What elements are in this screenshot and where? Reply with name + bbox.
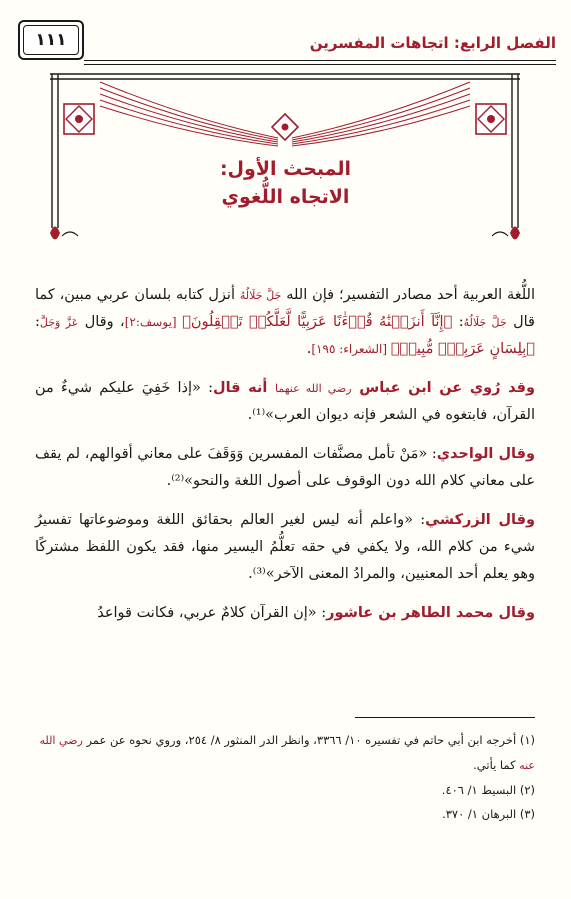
right-tile-icon — [476, 104, 506, 134]
honorific: جَلَّ جَلَالُهُ — [239, 289, 282, 302]
section-title-line1: المبحث الأول: — [219, 158, 352, 180]
paragraph-2 — [35, 375, 535, 429]
text-run: أنزل كتابه بلسان عربي مبين، كما قال — [35, 287, 535, 330]
verse-reference: [الشعراء: ١٩٥] — [311, 342, 391, 356]
paragraph-4 — [35, 507, 535, 588]
honorific: جَلَّ جَلَالُهُ — [463, 316, 507, 329]
speaker-name: وقال الواحدي — [436, 446, 535, 462]
text-run: : — [452, 314, 464, 330]
chapter-title: الفصل الرابع: اتجاهات المفسرين — [309, 34, 556, 52]
text-run: : — [35, 314, 40, 330]
paragraph-1 — [35, 282, 535, 363]
quran-verse: ﴿بِلِسَانٍ عَرَبِيّٖ مُّبِينٖ﴾ — [390, 341, 535, 357]
honorific: رضي الله عنهما — [274, 382, 352, 395]
page-number: ١١١ — [18, 20, 84, 60]
honorific: عَزَّ وَجَلَّ — [39, 316, 79, 329]
header-rule — [84, 60, 556, 65]
footnote-3: (٣) البرهان ١/ ٣٧٠. — [442, 807, 535, 821]
center-ornament-icon — [272, 114, 298, 140]
text-run: اللُّغة العربية أحد مصادر التفسير؛ فإن الله — [281, 287, 535, 303]
paragraph-3 — [35, 441, 535, 495]
footnote-text: (١) أخرجه ابن أبي حاتم في تفسيره ١٠/ ٣٣٦٦، وانظر الدر المنثور ٨/ ٢٥٤، وروي نحوه عن عمر — [86, 733, 535, 747]
footnote-1 — [35, 728, 535, 778]
body-text — [35, 282, 535, 639]
text-run: ، وقال — [78, 314, 125, 330]
quote-text: : «إذا خَفِيَ عليكم شيءٌ من القرآن، فابتغوه في الشعر فإنه ديوان العرب»⁽¹⁾. — [35, 380, 535, 423]
section-heading — [0, 158, 571, 208]
verse-reference: [يوسف:٢] — [124, 315, 183, 329]
page-header — [18, 20, 556, 70]
text-run: . — [306, 341, 312, 357]
quote-text: : «مَنْ تأمل مصنَّفات المفسرين وَوَقَفَ على معاني أقوالهم، لم يقف على معاني كلام الله دون الوقوف على أصول اللغة والنحو»⁽²⁾. — [35, 446, 535, 489]
footnote-divider — [355, 717, 535, 718]
footnotes — [35, 728, 535, 826]
honorific: رضي الله عنه — [39, 734, 535, 772]
speaker-name: وقال الزركشي — [425, 512, 535, 528]
footnote-2: (٢) البسيط ١/ ٤٠٦. — [441, 783, 535, 797]
speaker-name: وقال محمد الطاهر بن عاشور — [326, 605, 535, 621]
quote-text: : «واعلم أنه ليس لغير العالم بحقائق اللغة وموضوعاتها تفسيرُ شيء من كلام الله، ولا يكفي في حقه تعلُّمُ اليسير منها، فقد يكون اللفظ مشتركًا وهو يعلم أحد المعنيين، والمرادُ المعنى الآخر»⁽³⁾. — [35, 512, 535, 582]
section-title-line2: الاتجاه اللُّغوي — [221, 186, 350, 208]
footnote-text: كما يأتي. — [473, 758, 520, 772]
left-tile-icon — [64, 104, 94, 134]
speaker-name: وقد رُوي عن ابن عباس — [351, 380, 535, 396]
paragraph-5 — [35, 600, 535, 627]
quote-text: : «إن القرآن كلامٌ عربي، فكانت قواعدُ — [97, 605, 327, 621]
speaker-name: أنه قال — [212, 380, 275, 396]
quran-verse: ﴿إِنَّآ أَنزَلۡنَٰهُ قُرۡءَٰنًا عَرَبِيًّا لَّعَلَّكُمۡ تَعۡقِلُونَ﴾ — [182, 314, 453, 330]
